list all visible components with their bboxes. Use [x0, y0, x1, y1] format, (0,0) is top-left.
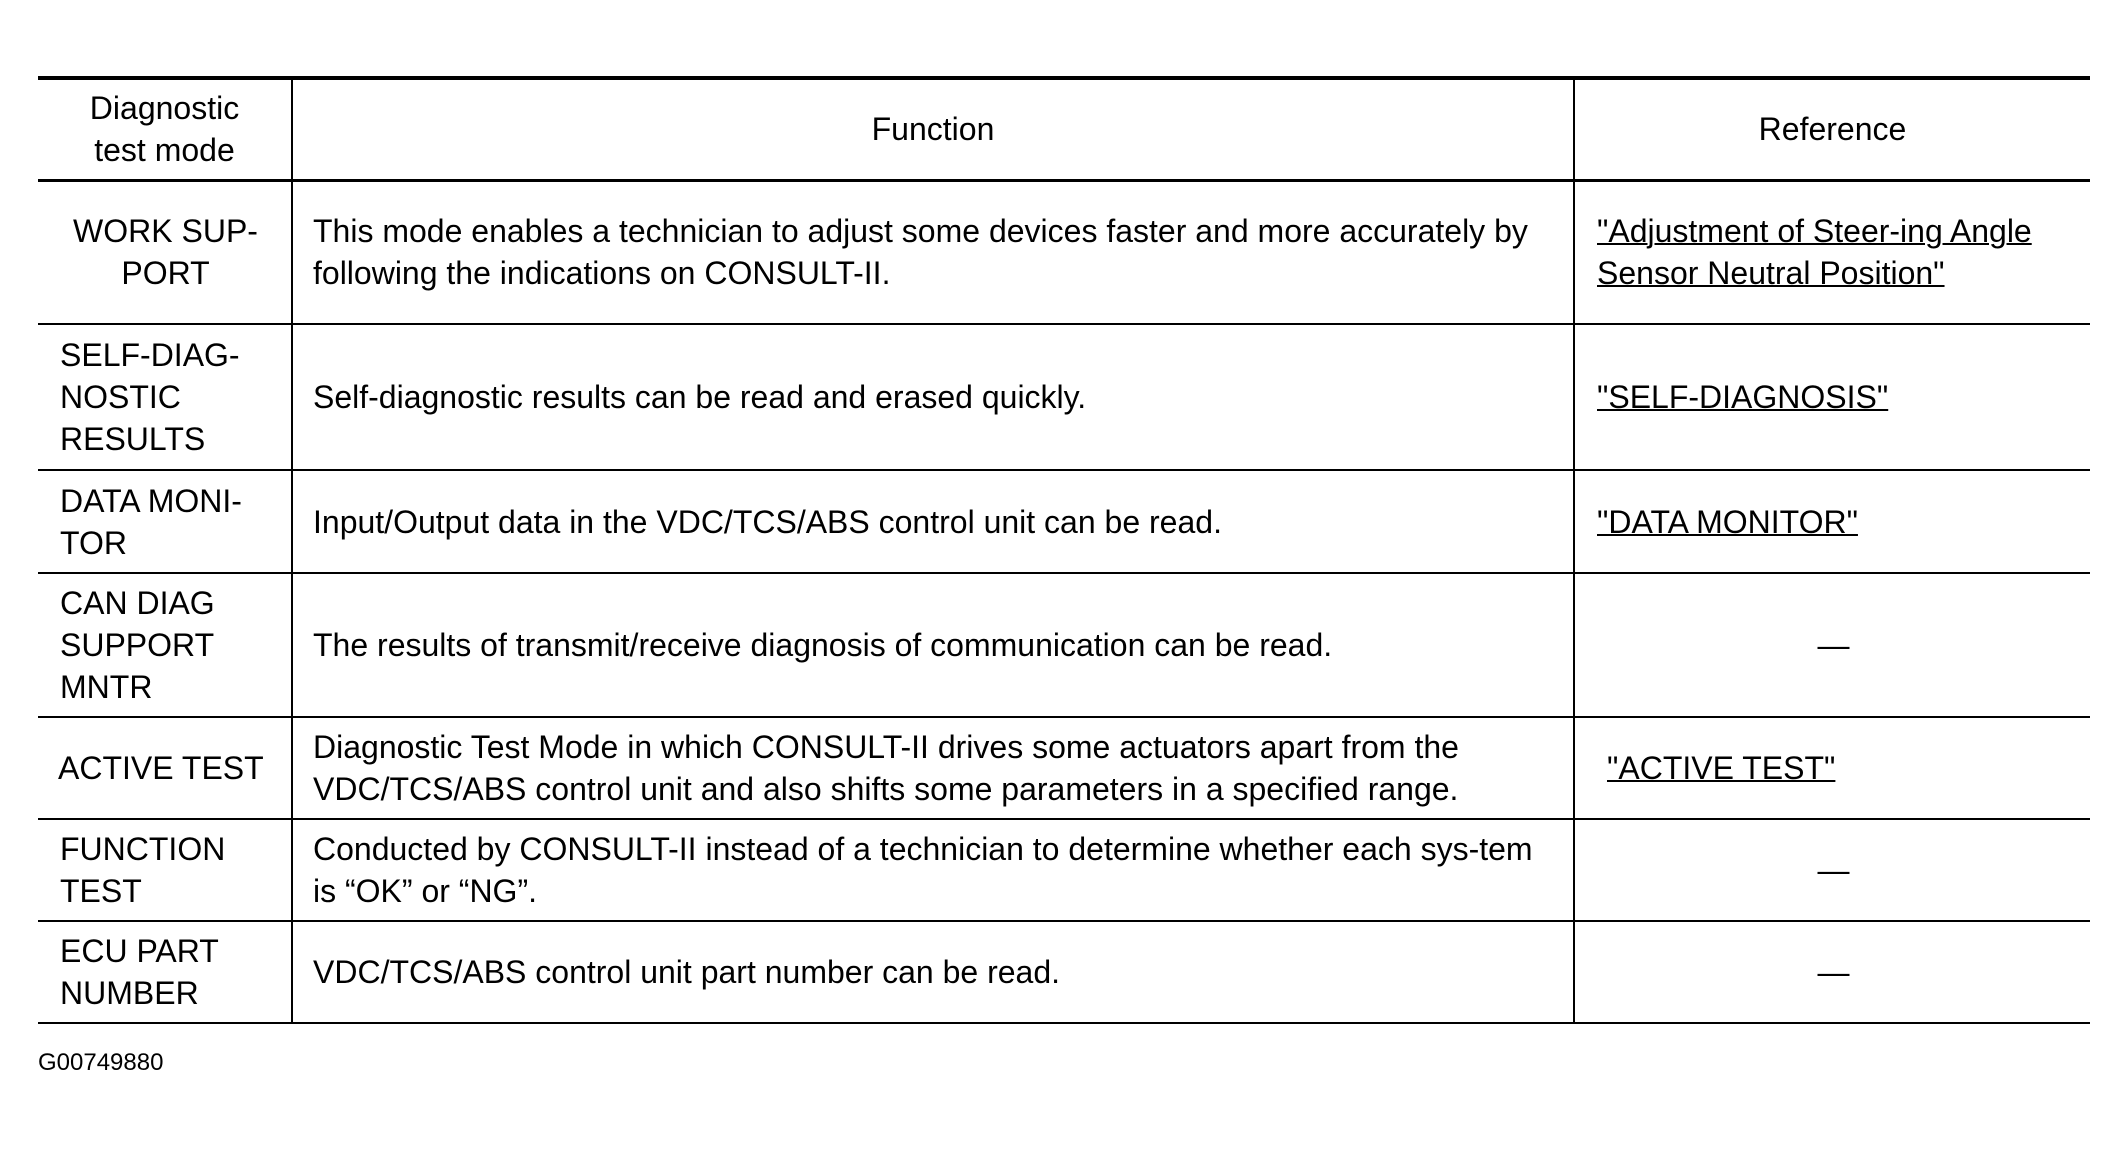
- table-row: [38, 324, 2090, 470]
- function-cell: The results of transmit/receive diagnosis of communication can be read.: [292, 573, 1574, 717]
- table-row: [38, 921, 2090, 1023]
- mode-cell: CAN DIAG SUPPORT MNTR: [38, 573, 292, 717]
- reference-dash: —: [1574, 573, 2090, 717]
- diagnostic-test-mode-table: [38, 76, 2090, 1024]
- header-mode: Diagnostic test mode: [38, 78, 292, 180]
- mode-cell: WORK SUP-PORT: [38, 180, 292, 324]
- figure-code: G00749880: [38, 1049, 164, 1076]
- reference-cell: [1574, 470, 2090, 573]
- table-row: [38, 717, 2090, 819]
- reference-link[interactable]: "DATA MONITOR": [1597, 503, 1858, 540]
- reference-link[interactable]: "ACTIVE TEST": [1607, 750, 1836, 786]
- function-cell: Input/Output data in the VDC/TCS/ABS control unit can be read.: [292, 470, 1574, 573]
- header-reference: Reference: [1574, 78, 2090, 180]
- mode-cell: FUNCTION TEST: [38, 819, 292, 921]
- table-row: [38, 470, 2090, 573]
- table-header-row: [38, 78, 2090, 180]
- reference-dash: —: [1574, 819, 2090, 921]
- function-cell: Self-diagnostic results can be read and erased quickly.: [292, 324, 1574, 470]
- reference-cell: [1574, 324, 2090, 470]
- mode-cell: DATA MONI-TOR: [38, 470, 292, 573]
- mode-cell: SELF-DIAG-NOSTIC RESULTS: [38, 324, 292, 470]
- function-cell: Conducted by CONSULT-II instead of a technician to determine whether each sys-tem is “OK” or “NG”.: [292, 819, 1574, 921]
- header-function: Function: [292, 78, 1574, 180]
- reference-cell: [1574, 180, 2090, 324]
- reference-dash: —: [1574, 921, 2090, 1023]
- table-row: [38, 819, 2090, 921]
- function-cell: VDC/TCS/ABS control unit part number can be read.: [292, 921, 1574, 1023]
- reference-cell: [1574, 717, 2090, 819]
- table-row: [38, 180, 2090, 324]
- reference-link[interactable]: "Adjustment of Steer-ing Angle Sensor Neutral Position": [1597, 213, 2032, 292]
- mode-cell: ACTIVE TEST: [38, 717, 292, 819]
- table-row: [38, 573, 2090, 717]
- reference-link[interactable]: "SELF-DIAGNOSIS": [1597, 379, 1889, 415]
- mode-cell: ECU PART NUMBER: [38, 921, 292, 1023]
- function-cell: Diagnostic Test Mode in which CONSULT-II drives some actuators apart from the VDC/TCS/ABS control unit and also shifts some parameters in a specified range.: [292, 717, 1574, 819]
- function-cell: This mode enables a technician to adjust some devices faster and more accurately by following the indications on CONSULT-II.: [292, 180, 1574, 324]
